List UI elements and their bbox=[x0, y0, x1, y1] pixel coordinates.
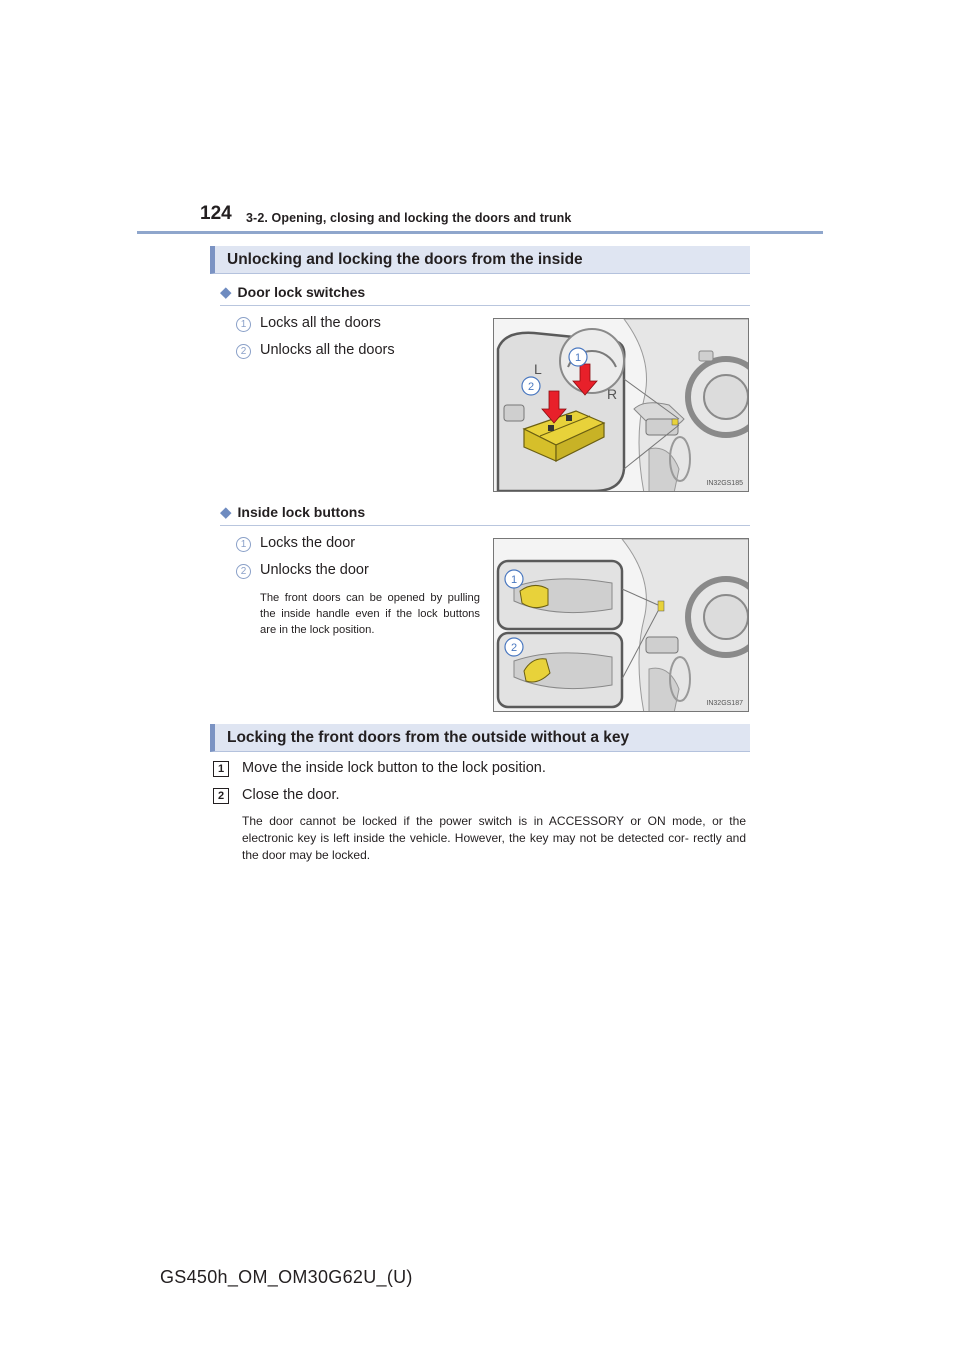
inside-lock-note: The front doors can be opened by pulling the inside handle even if the lock buttons are in the lock position. bbox=[260, 592, 480, 636]
figure-door-lock-switches bbox=[493, 318, 749, 492]
section-band-locking-without-key bbox=[210, 724, 750, 752]
item-text-unlocks-all: Unlocks all the doors bbox=[260, 342, 395, 358]
item-text-locks-all: Locks all the doors bbox=[260, 315, 381, 331]
item-number-2: 2 bbox=[236, 564, 251, 579]
diamond-bullet-icon: ◆ bbox=[220, 284, 232, 301]
figure-code: IN32GS187 bbox=[706, 700, 743, 707]
figure-code: IN32GS185 bbox=[706, 480, 743, 487]
svg-text:1: 1 bbox=[510, 574, 518, 586]
svg-text:2: 2 bbox=[527, 381, 535, 393]
step-number-1: 1 bbox=[213, 761, 229, 777]
step-text-move-lock: Move the inside lock button to the lock position. bbox=[242, 760, 546, 776]
subheading-door-lock-switches bbox=[220, 283, 365, 301]
item-number-1: 1 bbox=[236, 317, 251, 332]
document-code-footer: GS450h_OM_OM30G62U_(U) bbox=[160, 1267, 413, 1287]
step-text-close-door: Close the door. bbox=[242, 787, 340, 803]
inside-lock-button-illustration bbox=[494, 539, 749, 712]
svg-text:1: 1 bbox=[574, 352, 582, 364]
section-band-unlocking-locking bbox=[210, 246, 750, 274]
subheading-rule bbox=[220, 305, 750, 306]
item-text-unlocks-door: Unlocks the door bbox=[260, 562, 369, 578]
door-lock-switch-illustration bbox=[494, 319, 749, 492]
section-band-title: Locking the front doors from the outside without a key bbox=[227, 729, 630, 746]
item-number-2: 2 bbox=[236, 344, 251, 359]
section-band-title: Unlocking and locking the doors from the inside bbox=[227, 251, 583, 268]
header-rule bbox=[137, 231, 823, 234]
subheading-text: Door lock switches bbox=[237, 284, 366, 300]
locking-note: The door cannot be locked if the power switch is in ACCESSORY or ON mode, or the electronic key is left inside the vehicle. However, the key may not be detected cor- rectly and the door may be locked. bbox=[242, 814, 746, 862]
subheading-text: Inside lock buttons bbox=[237, 504, 366, 520]
svg-text:L: L bbox=[534, 361, 542, 377]
item-number-1: 1 bbox=[236, 537, 251, 552]
step-number-2: 2 bbox=[213, 788, 229, 804]
svg-text:R: R bbox=[607, 386, 618, 402]
item-text-locks-door: Locks the door bbox=[260, 535, 356, 551]
subheading-inside-lock-buttons bbox=[220, 503, 365, 521]
diamond-bullet-icon: ◆ bbox=[220, 504, 232, 521]
subheading-rule bbox=[220, 525, 750, 526]
chapter-section-title: 3-2. Opening, closing and locking the doors and trunk bbox=[246, 211, 572, 225]
page-number: 124 bbox=[200, 203, 232, 224]
svg-text:2: 2 bbox=[510, 642, 518, 654]
figure-inside-lock-buttons bbox=[493, 538, 749, 712]
